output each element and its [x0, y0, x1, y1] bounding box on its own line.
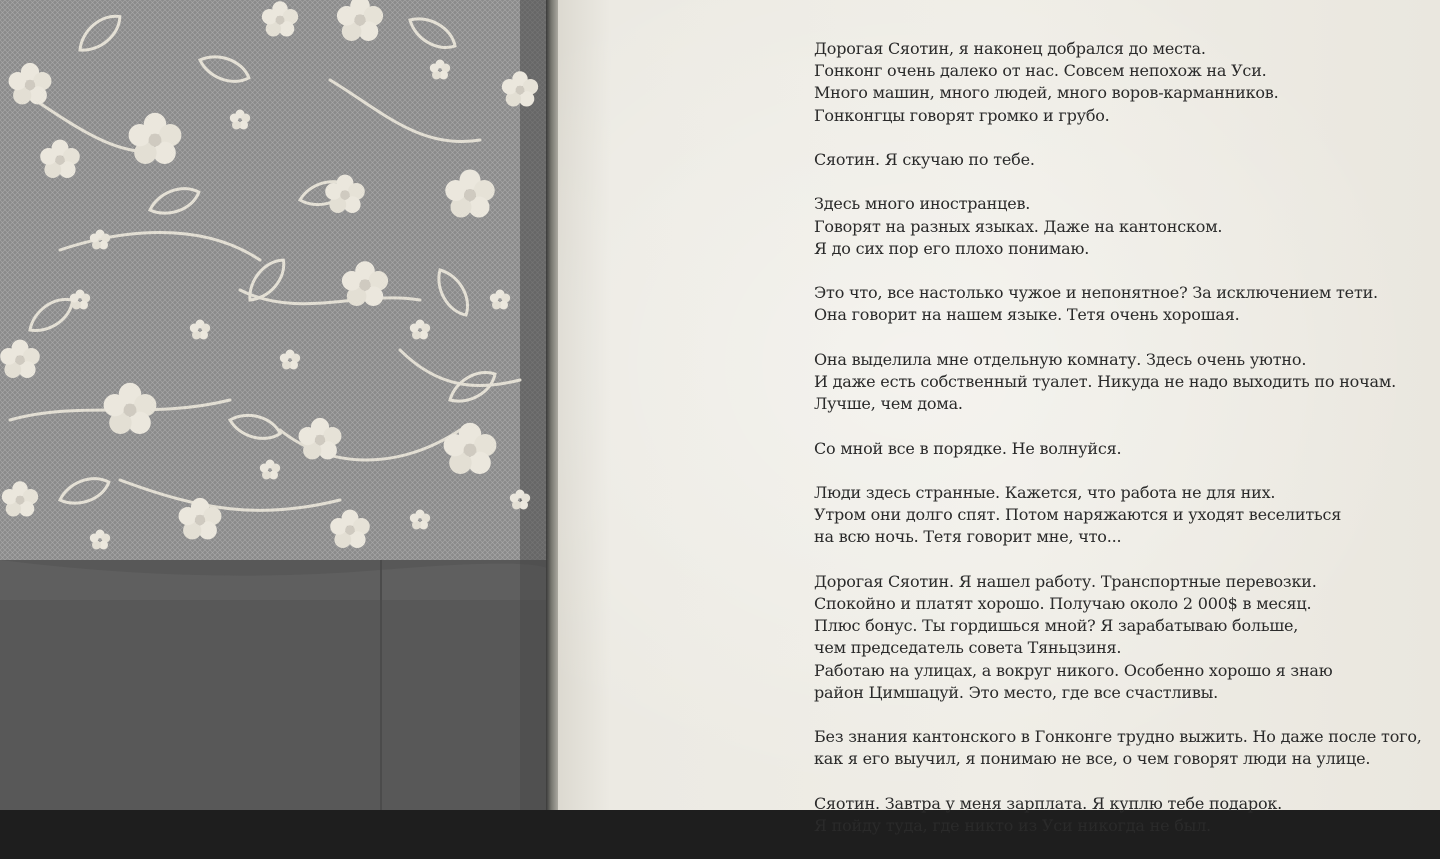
- paragraph: [814, 149, 1424, 171]
- text-line: Без знания кантонского в Гонконге трудно выжить. Но даже после того,: [814, 727, 1422, 747]
- text-line: Я до сих пор его плохо понимаю.: [814, 238, 1090, 258]
- text-line: Сяотин. Завтра у меня зарплата. Я куплю тебе подарок.: [814, 793, 1283, 813]
- paragraph: [814, 793, 1424, 837]
- text-line: Здесь много иностранцев.: [814, 194, 1031, 214]
- paragraph: [814, 193, 1424, 260]
- text-line: Много машин, много людей, много воров-карманников.: [814, 83, 1279, 103]
- text-line: Дорогая Сяотин. Я нашел работу. Транспортные перевозки.: [814, 571, 1317, 591]
- letter-text: [814, 38, 1424, 859]
- text-line: Плюс бонус. Ты гордишься мной? Я зарабатываю больше,: [814, 616, 1299, 636]
- text-line: Спокойно и платят хорошо. Получаю около 2 000$ в месяц.: [814, 593, 1312, 613]
- text-line: как я его выучил, я понимаю не все, о чем говорят люди на улице.: [814, 749, 1371, 769]
- text-line: Работаю на улицах, а вокруг никого. Особенно хорошо я знаю: [814, 660, 1333, 680]
- paragraph: [814, 482, 1424, 549]
- text-line: И даже есть собственный туалет. Никуда не надо выходить по ночам.: [814, 371, 1396, 391]
- left-page-photo: [0, 0, 552, 810]
- text-line: Дорогая Сяотин, я наконец добрался до места.: [814, 39, 1206, 58]
- paragraph: [814, 571, 1424, 704]
- text-line: Гонконг очень далеко от нас. Совсем непохож на Уси.: [814, 61, 1267, 81]
- paragraph: [814, 438, 1424, 460]
- text-line: Она говорит на нашем языке. Тетя очень хорошая.: [814, 305, 1240, 325]
- text-line: Люди здесь странные. Кажется, что работа не для них.: [814, 482, 1276, 502]
- text-line: Говорят на разных языках. Даже на кантонском.: [814, 216, 1223, 236]
- text-line: Она выделила мне отдельную комнату. Здесь очень уютно.: [814, 349, 1307, 369]
- paragraph: [814, 282, 1424, 326]
- text-line: на всю ночь. Тетя говорит мне, что...: [814, 527, 1122, 547]
- text-line: Сяотин. Я скучаю по тебе.: [814, 150, 1035, 169]
- right-page-text: [558, 0, 1440, 835]
- paragraph: [814, 726, 1424, 770]
- text-line: чем председатель совета Тяньцзиня.: [814, 638, 1122, 658]
- text-line: район Цимшацуй. Это место, где все счастливы.: [814, 682, 1219, 702]
- text-line: Гонконгцы говорят громко и грубо.: [814, 105, 1110, 125]
- text-line: Это что, все настолько чужое и непонятное? За исключением тети.: [814, 283, 1378, 303]
- lace-fabric-image: [0, 0, 552, 810]
- text-line: Со мной все в порядке. Не волнуйся.: [814, 438, 1122, 458]
- text-line: Я пойду туда, где никто из Уси никогда не был.: [814, 815, 1212, 835]
- paragraph: [814, 349, 1424, 416]
- text-line: Утром они долго спят. Потом наряжаются и уходят веселиться: [814, 505, 1342, 525]
- text-line: Лучше, чем дома.: [814, 394, 963, 414]
- paragraph: [814, 38, 1424, 127]
